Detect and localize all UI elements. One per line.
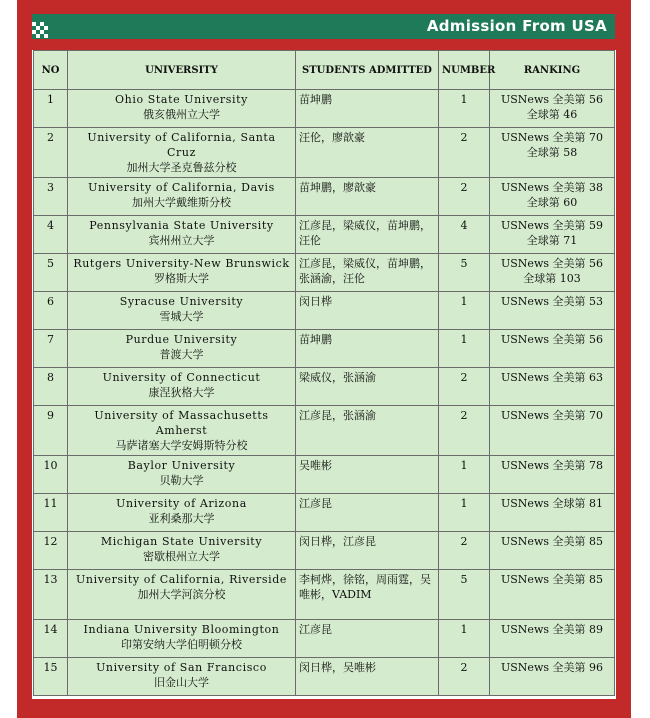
university-chinese-name: 加州大学河滨分校 [137, 588, 226, 601]
ranking-secondary: 全球第 71 [526, 234, 578, 247]
cell-students: 苗坤鹏 [296, 330, 439, 368]
cell-number: 5 [439, 570, 490, 620]
ranking-primary: USNews 全美第 63 [501, 371, 603, 384]
university-chinese-name: 宾州州立大学 [148, 234, 215, 247]
table-row [34, 494, 615, 532]
cell-no: 13 [34, 570, 68, 620]
cell-university [68, 406, 296, 456]
cell-university [68, 254, 296, 292]
cell-ranking [490, 292, 615, 330]
ranking-primary: USNews 全美第 38 [501, 181, 603, 194]
table-row [34, 570, 615, 620]
header-no: NO [34, 51, 68, 90]
ranking-primary: USNews 全美第 85 [501, 573, 603, 586]
ranking-primary: USNews 全美第 59 [501, 219, 603, 232]
university-english-name: University of Connecticut [102, 371, 261, 384]
cell-ranking [490, 330, 615, 368]
table-row [34, 658, 615, 696]
ranking-primary: USNews 全球第 81 [501, 497, 603, 510]
cell-students: 闵日桦 [296, 292, 439, 330]
university-chinese-name: 亚利桑那大学 [148, 512, 215, 525]
cell-ranking [490, 532, 615, 570]
cell-ranking [490, 128, 615, 178]
table-row [34, 128, 615, 178]
cell-university [68, 570, 296, 620]
table-row [34, 254, 615, 292]
cell-no: 1 [34, 90, 68, 128]
university-english-name: University of California, Riverside [76, 573, 287, 586]
cell-ranking [490, 570, 615, 620]
cell-no: 5 [34, 254, 68, 292]
ranking-secondary: 全球第 46 [526, 108, 578, 121]
ranking-primary: USNews 全美第 96 [501, 661, 603, 674]
cell-no: 10 [34, 456, 68, 494]
cell-no: 9 [34, 406, 68, 456]
cell-number: 4 [439, 216, 490, 254]
header-ranking: RANKING [490, 51, 615, 90]
university-chinese-name: 康涅狄格大学 [148, 386, 215, 399]
table-row [34, 456, 615, 494]
cell-ranking [490, 658, 615, 696]
cell-university [68, 532, 296, 570]
cell-number: 1 [439, 620, 490, 658]
cell-no: 3 [34, 178, 68, 216]
cell-number: 1 [439, 456, 490, 494]
cell-ranking [490, 494, 615, 532]
university-english-name: University of Arizona [116, 497, 247, 510]
university-chinese-name: 加州大学圣克鲁兹分校 [126, 161, 237, 174]
cell-students: 闵日桦，吴唯彬 [296, 658, 439, 696]
cell-students: 江彦昆，梁威仪，苗坤鹏，汪伦 [296, 216, 439, 254]
table-row [34, 368, 615, 406]
university-english-name: University of California, Santa Cruz [87, 131, 276, 159]
university-english-name: Pennsylvania State University [89, 219, 274, 232]
cell-number: 2 [439, 178, 490, 216]
cell-university [68, 620, 296, 658]
banner [32, 14, 615, 39]
cell-ranking [490, 456, 615, 494]
university-chinese-name: 雪城大学 [159, 310, 204, 323]
admission-table [33, 50, 615, 696]
table-header-row [34, 51, 615, 90]
cell-no: 15 [34, 658, 68, 696]
cell-no: 11 [34, 494, 68, 532]
cell-no: 14 [34, 620, 68, 658]
university-chinese-name: 俄亥俄州立大学 [143, 108, 220, 121]
header-number: NUMBER [439, 51, 490, 90]
cell-students: 吴唯彬 [296, 456, 439, 494]
cell-students: 苗坤鹏，廖歆豪 [296, 178, 439, 216]
university-english-name: Baylor University [127, 459, 236, 472]
table-row [34, 292, 615, 330]
cell-university [68, 330, 296, 368]
ranking-primary: USNews 全美第 78 [501, 459, 603, 472]
university-english-name: Purdue University [125, 333, 238, 346]
cell-university [68, 368, 296, 406]
table-row [34, 620, 615, 658]
banner-title: Admission From USA [426, 17, 607, 35]
cell-students: 梁威仪，张涵渝 [296, 368, 439, 406]
cell-no: 12 [34, 532, 68, 570]
university-chinese-name: 旧金山大学 [154, 676, 209, 689]
cell-students: 闵日桦，江彦昆 [296, 532, 439, 570]
table-panel [32, 50, 616, 699]
cell-ranking [490, 620, 615, 658]
cell-number: 2 [439, 128, 490, 178]
cell-no: 8 [34, 368, 68, 406]
cell-university [68, 178, 296, 216]
ranking-secondary: 全球第 58 [526, 146, 578, 159]
cell-number: 1 [439, 494, 490, 532]
table-row [34, 532, 615, 570]
cell-number: 2 [439, 532, 490, 570]
header-university: UNIVERSITY [68, 51, 296, 90]
ranking-primary: USNews 全美第 56 [501, 333, 603, 346]
university-chinese-name: 马萨诸塞大学安姆斯特分校 [115, 439, 248, 452]
ranking-secondary: 全球第 60 [526, 196, 578, 209]
cell-ranking [490, 406, 615, 456]
university-english-name: Michigan State University [100, 535, 263, 548]
cell-university [68, 292, 296, 330]
cell-students: 江彦昆 [296, 620, 439, 658]
table-row [34, 406, 615, 456]
ranking-primary: USNews 全美第 53 [501, 295, 603, 308]
cell-students: 江彦昆，梁威仪，苗坤鹏，张涵渝，汪伦 [296, 254, 439, 292]
university-chinese-name: 密歇根州立大学 [143, 550, 220, 563]
cell-students: 江彦昆，张涵渝 [296, 406, 439, 456]
university-chinese-name: 罗格斯大学 [154, 272, 209, 285]
cell-ranking [490, 368, 615, 406]
cell-number: 2 [439, 368, 490, 406]
cell-university [68, 658, 296, 696]
university-english-name: Indiana University Bloomington [83, 623, 280, 636]
cell-number: 2 [439, 658, 490, 696]
checker-logo-icon [32, 22, 48, 38]
cell-number: 1 [439, 90, 490, 128]
university-chinese-name: 加州大学戴维斯分校 [132, 196, 231, 209]
cell-students: 江彦昆 [296, 494, 439, 532]
header-students-admitted: STUDENTS ADMITTED [296, 51, 439, 90]
cell-no: 2 [34, 128, 68, 178]
cell-university [68, 456, 296, 494]
cell-ranking [490, 216, 615, 254]
university-chinese-name: 贝勒大学 [159, 474, 204, 487]
ranking-primary: USNews 全美第 85 [501, 535, 603, 548]
cell-students: 汪伦，廖歆豪 [296, 128, 439, 178]
university-english-name: University of Massachusetts Amherst [94, 409, 269, 437]
ranking-primary: USNews 全美第 70 [501, 131, 603, 144]
cell-students: 李柯烨，徐铭，周雨霆，吴唯彬，VADIM [296, 570, 439, 620]
ranking-primary: USNews 全美第 56 [501, 257, 603, 270]
cell-university [68, 216, 296, 254]
cell-ranking [490, 90, 615, 128]
ranking-secondary: 全球第 103 [523, 272, 581, 285]
cell-ranking [490, 254, 615, 292]
table-row [34, 90, 615, 128]
ranking-primary: USNews 全美第 89 [501, 623, 603, 636]
cell-ranking [490, 178, 615, 216]
university-chinese-name: 普渡大学 [159, 348, 204, 361]
university-chinese-name: 印第安纳大学伯明顿分校 [121, 638, 242, 651]
cell-number: 5 [439, 254, 490, 292]
university-english-name: University of San Francisco [96, 661, 267, 674]
table-row [34, 178, 615, 216]
ranking-primary: USNews 全美第 56 [501, 93, 603, 106]
cell-number: 1 [439, 292, 490, 330]
university-english-name: Rutgers University-New Brunswick [73, 257, 290, 270]
table-row [34, 216, 615, 254]
cell-university [68, 494, 296, 532]
cell-university [68, 128, 296, 178]
university-english-name: University of California, Davis [88, 181, 275, 194]
university-english-name: Ohio State University [115, 93, 248, 106]
cell-no: 6 [34, 292, 68, 330]
ranking-primary: USNews 全美第 70 [501, 409, 603, 422]
cell-no: 7 [34, 330, 68, 368]
cell-no: 4 [34, 216, 68, 254]
cell-university [68, 90, 296, 128]
cell-number: 2 [439, 406, 490, 456]
table-row [34, 330, 615, 368]
cell-students: 苗坤鹏 [296, 90, 439, 128]
university-english-name: Syracuse University [119, 295, 244, 308]
cell-number: 1 [439, 330, 490, 368]
